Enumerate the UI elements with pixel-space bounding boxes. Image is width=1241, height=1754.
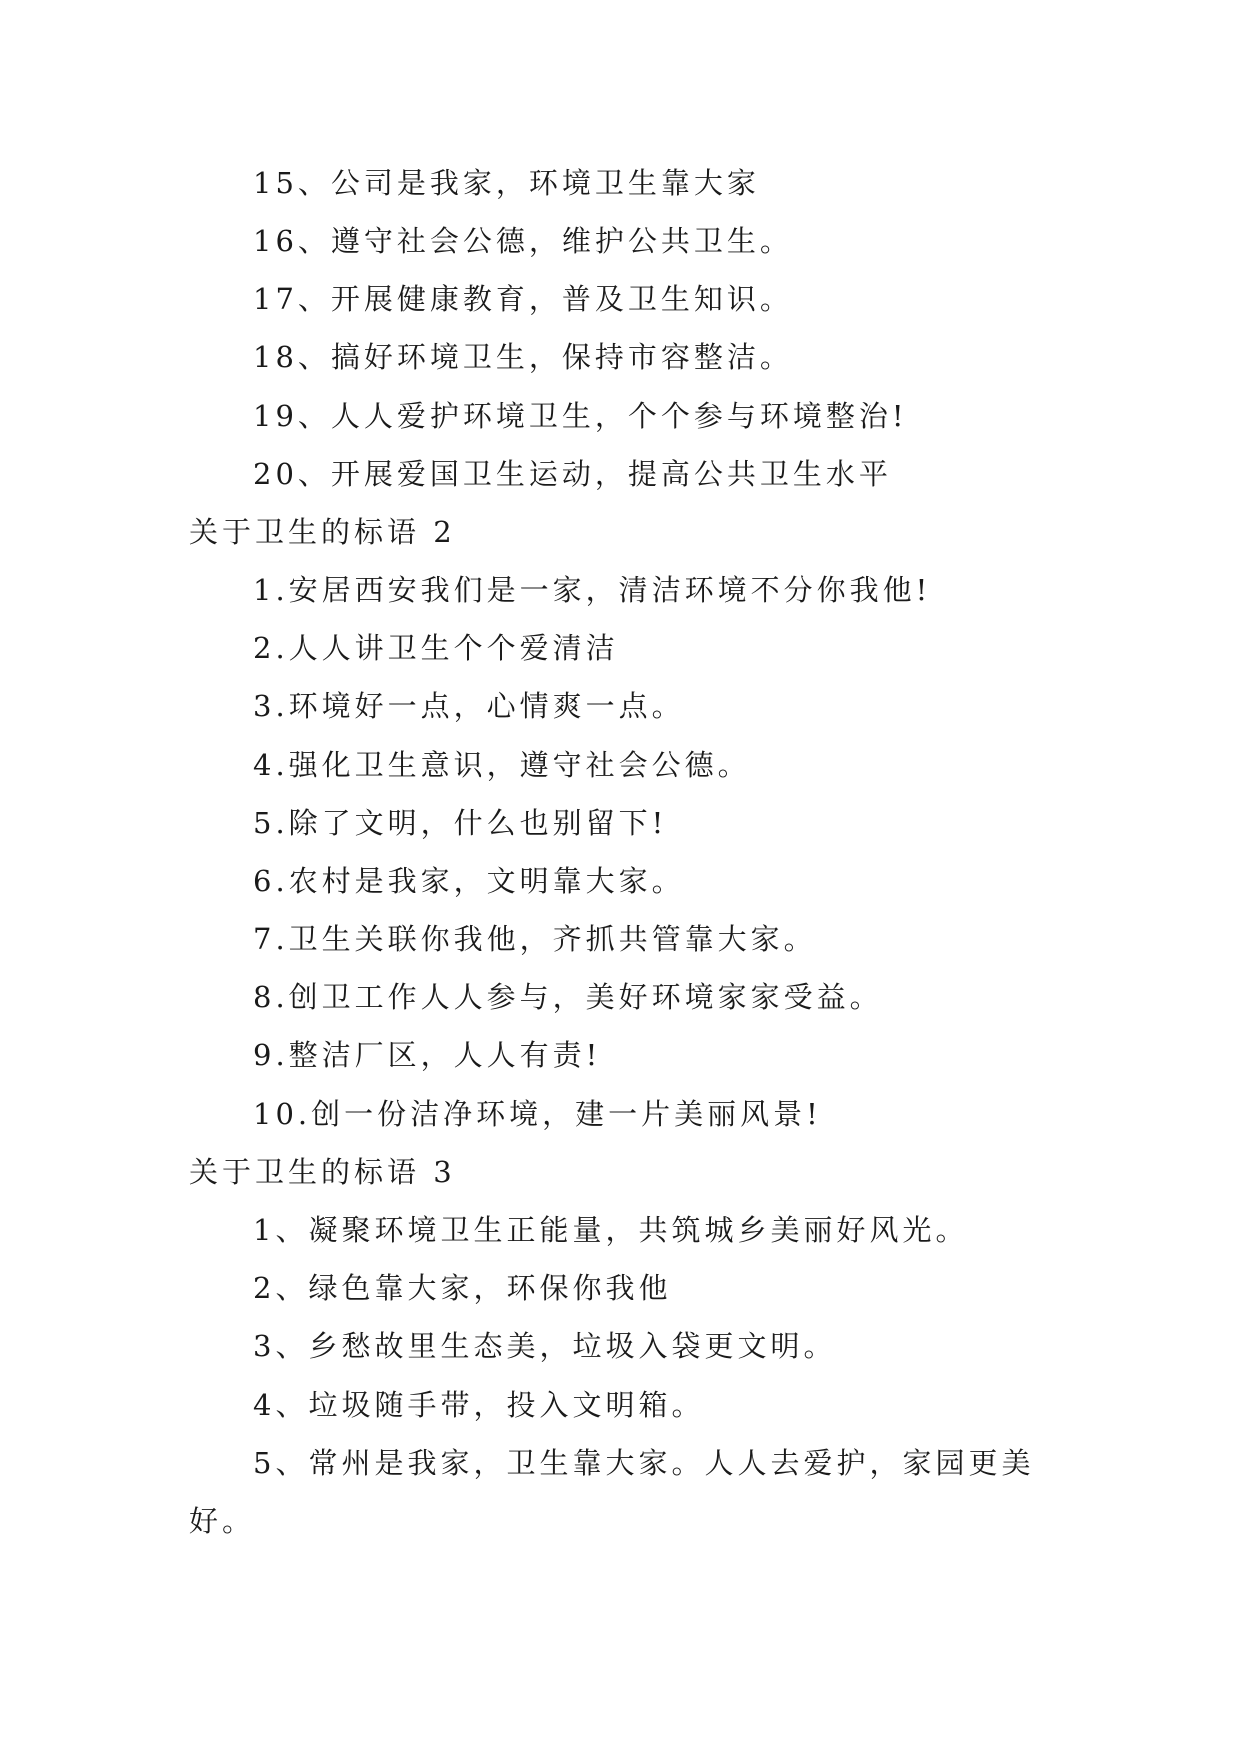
slogan-item: 4.强化卫生意识，遵守社会公德。 — [253, 748, 751, 782]
section-heading: 关于卫生的标语 2 — [189, 515, 456, 549]
slogan-item: 4、垃圾随手带，投入文明箱。 — [253, 1388, 705, 1422]
slogan-item: 1.安居西安我们是一家，清洁环境不分你我他! — [253, 573, 932, 607]
slogan-item: 7.卫生关联你我他，齐抓共管靠大家。 — [253, 922, 817, 956]
slogan-item: 16、遵守社会公德，维护公共卫生。 — [253, 224, 793, 258]
slogan-item: 5、常州是我家，卫生靠大家。人人去爱护，家园更美 — [253, 1446, 1035, 1480]
slogan-item: 6.农村是我家，文明靠大家。 — [253, 864, 685, 898]
slogan-item: 20、开展爱国卫生运动，提高公共卫生水平 — [253, 457, 892, 491]
slogan-item: 9.整洁厂区，人人有责! — [253, 1038, 602, 1072]
slogan-item: 2.人人讲卫生个个爱清洁 — [253, 631, 619, 665]
slogan-item: 2、绿色靠大家，环保你我他 — [253, 1271, 672, 1305]
slogan-item-continuation: 好。 — [189, 1504, 256, 1538]
slogan-item: 5.除了文明，什么也别留下! — [253, 806, 668, 840]
section-heading: 关于卫生的标语 3 — [189, 1155, 456, 1189]
slogan-item: 3、乡愁故里生态美，垃圾入袋更文明。 — [253, 1329, 837, 1363]
slogan-item: 8.创卫工作人人参与，美好环境家家受益。 — [253, 980, 883, 1014]
slogan-item: 3.环境好一点，心情爽一点。 — [253, 689, 685, 723]
slogan-item: 1、凝聚环境卫生正能量，共筑城乡美丽好风光。 — [253, 1213, 969, 1247]
slogan-item: 15、公司是我家，环境卫生靠大家 — [253, 166, 760, 200]
slogan-item: 17、开展健康教育，普及卫生知识。 — [253, 282, 793, 316]
slogan-item: 18、搞好环境卫生，保持市容整洁。 — [253, 340, 793, 374]
slogan-item: 10.创一份洁净环境，建一片美丽风景! — [253, 1097, 822, 1131]
slogan-item: 19、人人爱护环境卫生，个个参与环境整治! — [253, 399, 908, 433]
